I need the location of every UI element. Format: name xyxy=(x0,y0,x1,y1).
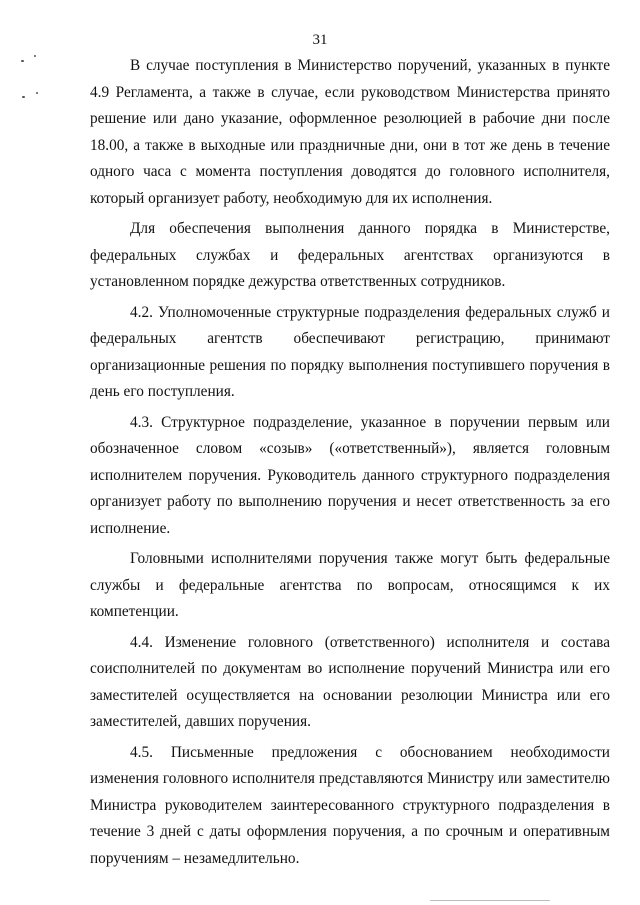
scan-speck xyxy=(430,900,550,901)
scan-speck xyxy=(22,96,25,98)
paragraph-4-3: 4.3. Структурное подразделение, указанное в поручении первым или обозначенное словом «созыв» («ответственный»), является головным исполнителем поручения. Руководитель данного структурного подразделения организует работу по выполнению поручения и несет ответственность за его исполнение. xyxy=(90,413,610,537)
document-body xyxy=(90,53,610,876)
scan-speck xyxy=(34,55,36,57)
scan-speck xyxy=(36,92,38,94)
paragraph-lead-executors: Головными исполнителями поручения также могут быть федеральные службы и федеральные агентства по вопросам, относящимся к их компетенции. xyxy=(90,550,610,620)
paragraph-urgent-orders: В случае поступления в Министерство поручений, указанных в пункте 4.9 Регламента, а также в случае, если руководством Министерства принято решение или дано указание, оформленное резолюцией в рабочие дни после 18.00, а также в выходные или праздничные дни, они в тот же день в течение одного часа с момента поступления доводятся до головного исполнителя, который организует работу, необходимую для их исполнения. xyxy=(90,57,610,207)
paragraph-duty-arrangement: Для обеспечения выполнения данного порядка в Министерстве, федеральных службах и федеральных агентствах организуются в установленном порядке дежурства ответственных сотрудников. xyxy=(90,220,610,290)
paragraph-4-4: 4.4. Изменение головного (ответственного) исполнителя и состава соисполнителей по документам во исполнение поручений Министра или его заместителей осуществляется на основании резолюции Министра или его заместителей, давших поручения. xyxy=(90,633,610,730)
paragraph-4-2: 4.2. Уполномоченные структурные подразделения федеральных служб и федеральных агентств обеспечивают регистрацию, принимают организационные решения по порядку выполнения поступившего поручения в день его поступления. xyxy=(90,303,610,400)
scan-speck xyxy=(21,60,24,62)
paragraph-4-5: 4.5. Письменные предложения с обоснованием необходимости изменения головного исполнителя представляются Министру или заместителю Министра руководителем заинтересованного структурного подразделения в течение 3 дней с даты оформления поручения, а по срочным и оперативным поручениям – незамедлительно. xyxy=(90,743,610,867)
page-number: 31 xyxy=(312,32,328,48)
